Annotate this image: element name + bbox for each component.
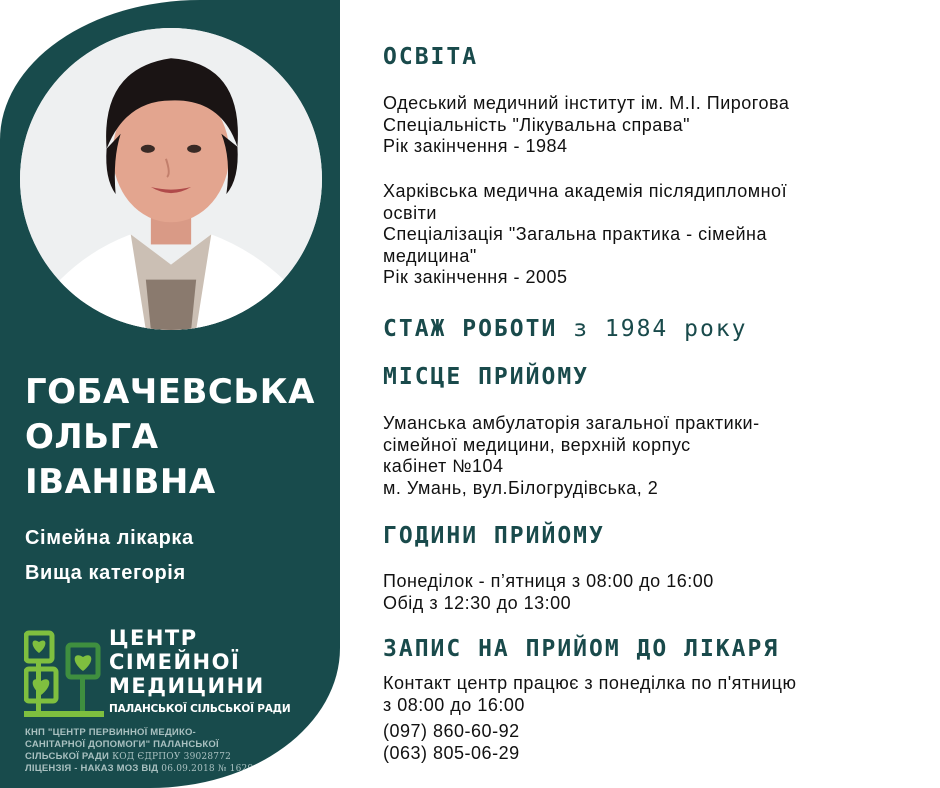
- appointment-title: ЗАПИС НА ПРИЙОМ ДО ЛІКАРЯ: [383, 636, 780, 662]
- org-info-line-1: КНП "ЦЕНТР ПЕРВИННОЇ МЕДИКО-: [25, 727, 196, 738]
- phone-number-1[interactable]: (097) 860-60-92: [383, 721, 520, 741]
- education-block-1: Одеський медичний інститут ім. М.І. Пирогова Спеціальність "Лікувальна справа" Рік закінчення - 1984: [383, 93, 790, 156]
- org-info-line-3: СІЛЬСЬКОЇ РАДИ КОД ЄДРПОУ 39028772: [25, 751, 232, 762]
- logo-wordmark: [109, 626, 265, 698]
- doctor-category: Вища категорія: [25, 562, 186, 584]
- location-address: Уманська амбулаторія загальної практики- сімейної медицини, верхній корпус кабінет №104 м. Умань, вул.Білогрудівська, 2: [383, 413, 760, 498]
- hours-list: Понеділок - п’ятниця з 08:00 до 16:00 Обід з 12:30 до 13:00: [383, 571, 714, 613]
- doctor-role: Сімейна лікарка: [25, 527, 194, 549]
- education-block-2: Харківська медична академія післядипломної освіти Спеціалізація "Загальна практика - сімейна медицина" Рік закінчення - 2005: [383, 181, 788, 287]
- family-hearts-icon: [24, 625, 104, 720]
- location-title: МІСЦЕ ПРИЙОМУ: [383, 364, 590, 390]
- experience-title: СТАЖ РОБОТИ з 1984 року: [383, 316, 748, 342]
- logo-subtitle: ПАЛАНСЬКОЇ СІЛЬСЬКОЇ РАДИ: [109, 703, 291, 715]
- doctor-patronymic: ІВАНІВНА: [25, 462, 216, 502]
- doctor-portrait-image: [20, 28, 322, 330]
- education-title: ОСВІТА: [383, 44, 479, 70]
- org-info-line-4: ЛІЦЕНЗІЯ - НАКАЗ МОЗ ВІД 06.09.2018 № 1629: [25, 763, 254, 774]
- profile-panel: [0, 0, 340, 788]
- experience-value: з 1984 року: [573, 316, 748, 342]
- organization-info: [25, 727, 325, 775]
- doctor-surname: ГОБАЧЕВСЬКА: [25, 372, 315, 412]
- appointment-phones: [383, 721, 903, 764]
- doctor-name: [25, 370, 335, 505]
- logo-line-2: СІМЕЙНОЇ: [109, 650, 241, 674]
- logo-line-3: МЕДИЦИНИ: [109, 674, 265, 698]
- hours-title: ГОДИНИ ПРИЙОМУ: [383, 523, 605, 549]
- org-info-line-2: САНІТАРНОЇ ДОПОМОГИ" ПАЛАНСЬКОЇ: [25, 739, 219, 750]
- organization-logo: [24, 625, 324, 720]
- logo-line-1: ЦЕНТР: [109, 626, 198, 650]
- phone-number-2[interactable]: (063) 805-06-29: [383, 742, 520, 763]
- appointment-info: Контакт центр працює з понеділка по п'ятницю з 08:00 до 16:00: [383, 673, 797, 715]
- doctor-first-name: ОЛЬГА: [25, 417, 159, 457]
- doctor-photo: [20, 28, 322, 330]
